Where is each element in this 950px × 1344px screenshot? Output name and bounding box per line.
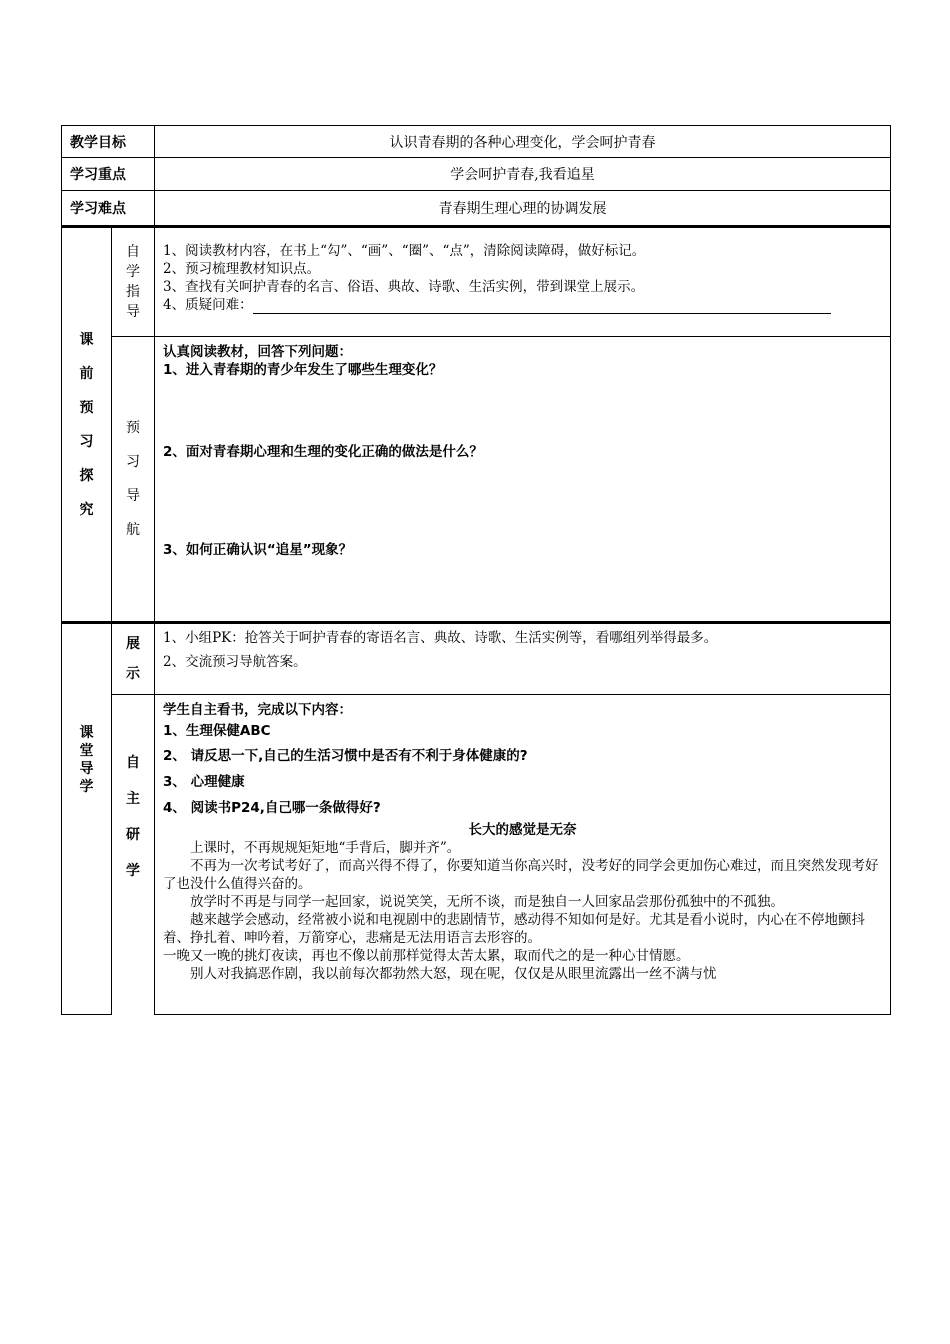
essay-paragraph: 一晚又一晚的挑灯夜读，再也不像以前那样觉得太苦太累，取而代之的是一种心甘情愿。 (163, 948, 690, 964)
preview-question: 1、进入青春期的青少年发生了哪些生理变化？ (163, 362, 443, 378)
essay-title: 长大的感觉是无奈 (468, 822, 577, 838)
row-teaching-goal (62, 126, 891, 158)
self-study-item: 3、查找有关呵护青春的名言、俗语、典故、诗歌、生活实例，带到课堂上展示。 (163, 279, 645, 295)
preview-content (155, 337, 891, 623)
teaching-goal-label: 教学目标 (62, 126, 155, 158)
research-item: 2、 请反思一下,自己的生活习惯中是否有不利于身体健康的? (163, 748, 528, 764)
inclass-section-label: 课 堂 导 学 (62, 623, 112, 1015)
row-display (62, 623, 891, 695)
row-research (62, 695, 891, 1015)
research-content (155, 695, 891, 1015)
preclass-section-label: 课 前 预 习 探 究 (62, 227, 112, 623)
research-intro: 学生自主看书，完成以下内容： (163, 702, 352, 718)
lesson-plan-sheet (61, 125, 890, 1015)
preview-label: 预 习 导 航 (112, 337, 155, 623)
essay-paragraph: 不再为一次考试考好了，而高兴得不得了，你要知道当你高兴时，没考好的同学会更加伤心难过，而且突然发现考好了也没什么值得兴奋的。 (163, 858, 879, 892)
lesson-plan-table (61, 125, 891, 1015)
teaching-goal-value: 认识青春期的各种心理变化，学会呵护青春 (155, 126, 891, 158)
essay-paragraph: 别人对我搞恶作剧，我以前每次都勃然大怒，现在呢，仅仅是从眼里流露出一丝不满与忧 (190, 966, 717, 982)
row-key-point (62, 158, 891, 191)
row-difficulty (62, 191, 891, 227)
row-self-study (62, 227, 891, 337)
self-study-item: 1、阅读教材内容，在书上“勾”、“画”、“圈”、“点”，清除阅读障碍，做好标记。 (163, 243, 646, 259)
essay-paragraph: 放学时不再是与同学一起回家，说说笑笑，无所不谈，而是独自一人回家品尝那份孤独中的不孤独。 (190, 894, 784, 910)
research-item: 3、 心理健康 (163, 774, 245, 790)
research-item: 4、 阅读书P24,自己哪一条做得好? (163, 800, 381, 816)
self-study-item: 4、质疑问难： (163, 296, 882, 314)
research-item: 1、生理保健ABC (163, 723, 271, 739)
display-item: 2、交流预习导航答案。 (163, 654, 307, 670)
display-label: 展 示 (112, 623, 155, 695)
self-study-content (155, 227, 891, 337)
essay-paragraph: 上课时，不再规规矩矩地“手背后，脚并齐”。 (190, 840, 461, 856)
display-item: 1、小组PK：抢答关于呵护青春的寄语名言、典故、诗歌、生活实例等，看哪组列举得最多。 (163, 630, 718, 646)
preview-intro: 认真阅读教材，回答下列问题： (163, 344, 352, 360)
answer-blank-line (253, 301, 831, 314)
self-study-item: 2、预习梳理教材知识点。 (163, 261, 321, 277)
display-content (155, 623, 891, 695)
key-point-value: 学会呵护青春,我看追星 (155, 158, 891, 191)
essay-paragraph: 越来越学会感动，经常被小说和电视剧中的悲剧情节，感动得不知如何是好。尤其是看小说时，内心在不停地颤抖着、挣扎着、呻吟着，万箭穿心，悲痛是无法用语言去形容的。 (163, 912, 865, 946)
preview-question: 2、面对青春期心理和生理的变化正确的做法是什么？ (163, 444, 483, 460)
preview-question: 3、如何正确认识“追星”现象？ (163, 542, 353, 558)
row-preview (62, 337, 891, 623)
research-label: 自 主 研 学 (112, 695, 155, 1015)
difficulty-value: 青春期生理心理的协调发展 (155, 191, 891, 227)
key-point-label: 学习重点 (62, 158, 155, 191)
difficulty-label: 学习难点 (62, 191, 155, 227)
self-study-label: 自 学 指 导 (112, 227, 155, 337)
